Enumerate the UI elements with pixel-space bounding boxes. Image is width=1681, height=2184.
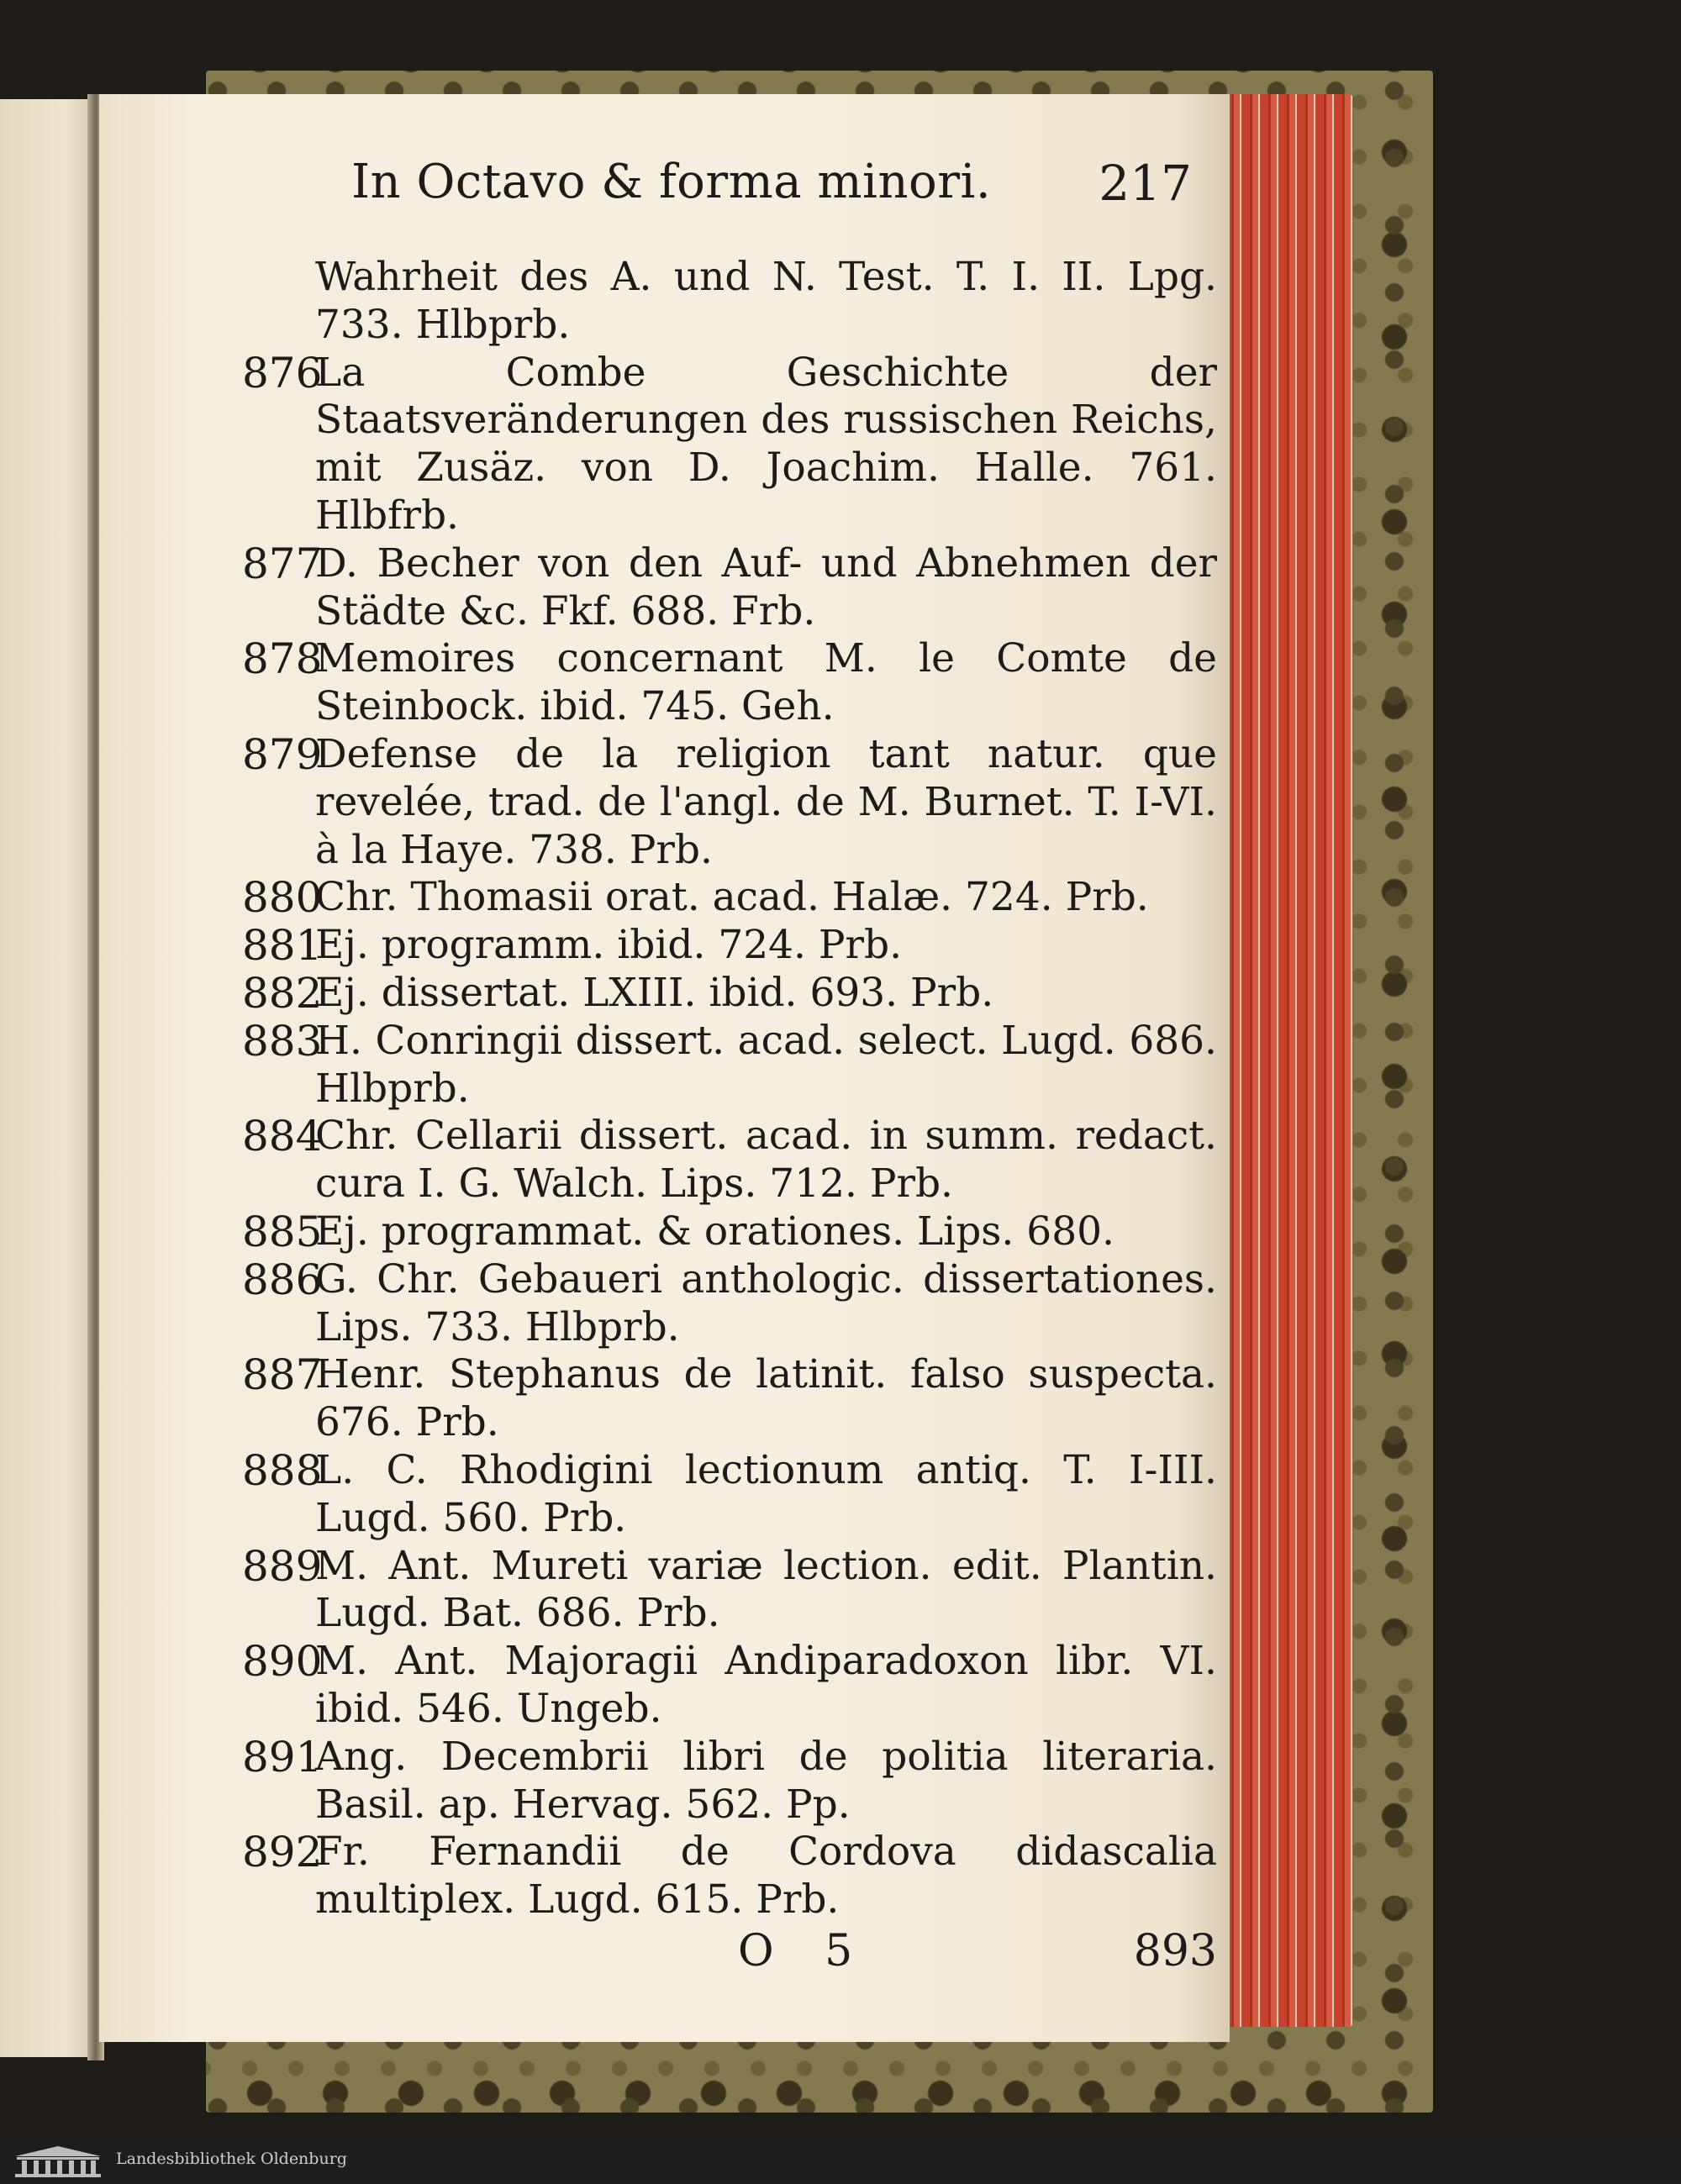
entry-text: Wahrheit des A. und N. Test. T. I. II. Lpg. 733. Hlbprb. — [315, 254, 1217, 348]
catalog-entry — [242, 1256, 1217, 1352]
entry-number: 876 — [242, 348, 323, 397]
entry-text: G. Chr. Gebaueri anthologic. dissertationes. Lips. 733. Hlbprb. — [315, 1255, 1217, 1350]
catalog-entry — [242, 540, 1217, 636]
entry-text: Defense de la religion tant natur. que revelée, trad. de l'angl. de M. Burnet. T. I-VI. à la Haye. 738. Prb. — [315, 730, 1217, 873]
facing-page — [0, 99, 92, 2057]
entry-text: Ej. dissertat. LXIII. ibid. 693. Prb. — [315, 969, 994, 1016]
entry-text: H. Conringii dissert. acad. select. Lugd. 686. Hlbprb. — [315, 1017, 1217, 1112]
running-title: In Octavo & forma minori. — [351, 155, 992, 209]
entry-text: D. Becher von den Auf- und Abnehmen der Städte &c. Fkf. 688. Frb. — [315, 539, 1217, 634]
catalog-entry — [242, 874, 1217, 922]
page-footer — [242, 1926, 1217, 1993]
entry-text: Ej. programm. ibid. 724. Prb. — [315, 922, 903, 969]
entry-number: 878 — [242, 634, 323, 684]
entry-text: Chr. Thomasii orat. acad. Halæ. 724. Prb. — [315, 874, 1149, 921]
entry-text: Chr. Cellarii dissert. acad. in summ. redact. cura I. G. Walch. Lips. 712. Prb. — [315, 1113, 1217, 1208]
entry-text: Memoires concernant M. le Comte de Steinbock. ibid. 745. Geh. — [315, 635, 1217, 730]
catalog-entry — [242, 350, 1217, 540]
catalog-entry — [242, 1638, 1217, 1734]
entry-text: M. Ant. Mureti variæ lection. edit. Plantin. Lugd. Bat. 686. Prb. — [315, 1542, 1217, 1637]
library-building-icon — [12, 2145, 104, 2178]
entry-number: 883 — [242, 1016, 323, 1066]
catalog-entry — [242, 635, 1217, 731]
page-edges — [1223, 94, 1353, 2027]
catalog-entry — [242, 1829, 1217, 1924]
page-number: 217 — [1099, 155, 1192, 212]
running-head — [351, 155, 1200, 230]
entry-number: 892 — [242, 1828, 323, 1877]
catalog-entry — [242, 1018, 1217, 1113]
entry-text: M. Ant. Majoragii Andiparadoxon libr. VI. ibid. 546. Ungeb. — [315, 1638, 1217, 1732]
entry-number: 882 — [242, 968, 323, 1018]
catalog-entry — [242, 1208, 1217, 1256]
signature-mark: O 5 — [738, 1926, 872, 1976]
catalog-entry — [242, 1447, 1217, 1543]
entry-number: 888 — [242, 1445, 323, 1495]
entry-text: Fr. Fernandii de Cordova didascalia multiplex. Lugd. 615. Prb. — [315, 1829, 1217, 1923]
entry-text: Ej. programmat. & orationes. Lips. 680. — [315, 1208, 1115, 1255]
library-watermark-bar — [0, 2138, 1681, 2184]
entry-number: 886 — [242, 1255, 323, 1304]
entry-number: 885 — [242, 1207, 323, 1256]
catalog-entries — [242, 254, 1217, 1924]
catalog-entry — [242, 970, 1217, 1018]
entry-text: La Combe Geschichte der Staatsveränderungen des russischen Reichs, mit Zusäz. von D. Joachim. Halle. 761. Hlbfrb. — [315, 349, 1217, 539]
entry-number: 877 — [242, 539, 323, 588]
entry-number: 891 — [242, 1732, 323, 1781]
library-name: Landesbibliothek Oldenburg — [116, 2150, 347, 2168]
catchword: 893 — [1133, 1926, 1217, 1976]
entry-number: 884 — [242, 1112, 323, 1161]
entry-number: 879 — [242, 729, 323, 779]
entry-number: 889 — [242, 1541, 323, 1591]
catalog-entry — [242, 1351, 1217, 1447]
entry-number: 887 — [242, 1350, 323, 1400]
catalog-entry — [242, 1734, 1217, 1829]
entry-number: 880 — [242, 873, 323, 923]
entry-text: L. C. Rhodigini lectionum antiq. T. I-III. Lugd. 560. Prb. — [315, 1446, 1217, 1541]
catalog-entry — [242, 731, 1217, 874]
catalog-entry — [242, 1543, 1217, 1639]
entry-number: 890 — [242, 1637, 323, 1687]
entry-text: Ang. Decembrii libri de politia literaria. Basil. ap. Hervag. 562. Pp. — [315, 1733, 1217, 1828]
entry-number: 881 — [242, 921, 323, 971]
entry-text: Henr. Stephanus de latinit. falso suspecta. 676. Prb. — [315, 1351, 1217, 1446]
catalog-entry — [242, 1113, 1217, 1208]
book-page — [99, 94, 1230, 2042]
catalog-entry — [242, 922, 1217, 970]
catalog-entry — [242, 254, 1217, 350]
